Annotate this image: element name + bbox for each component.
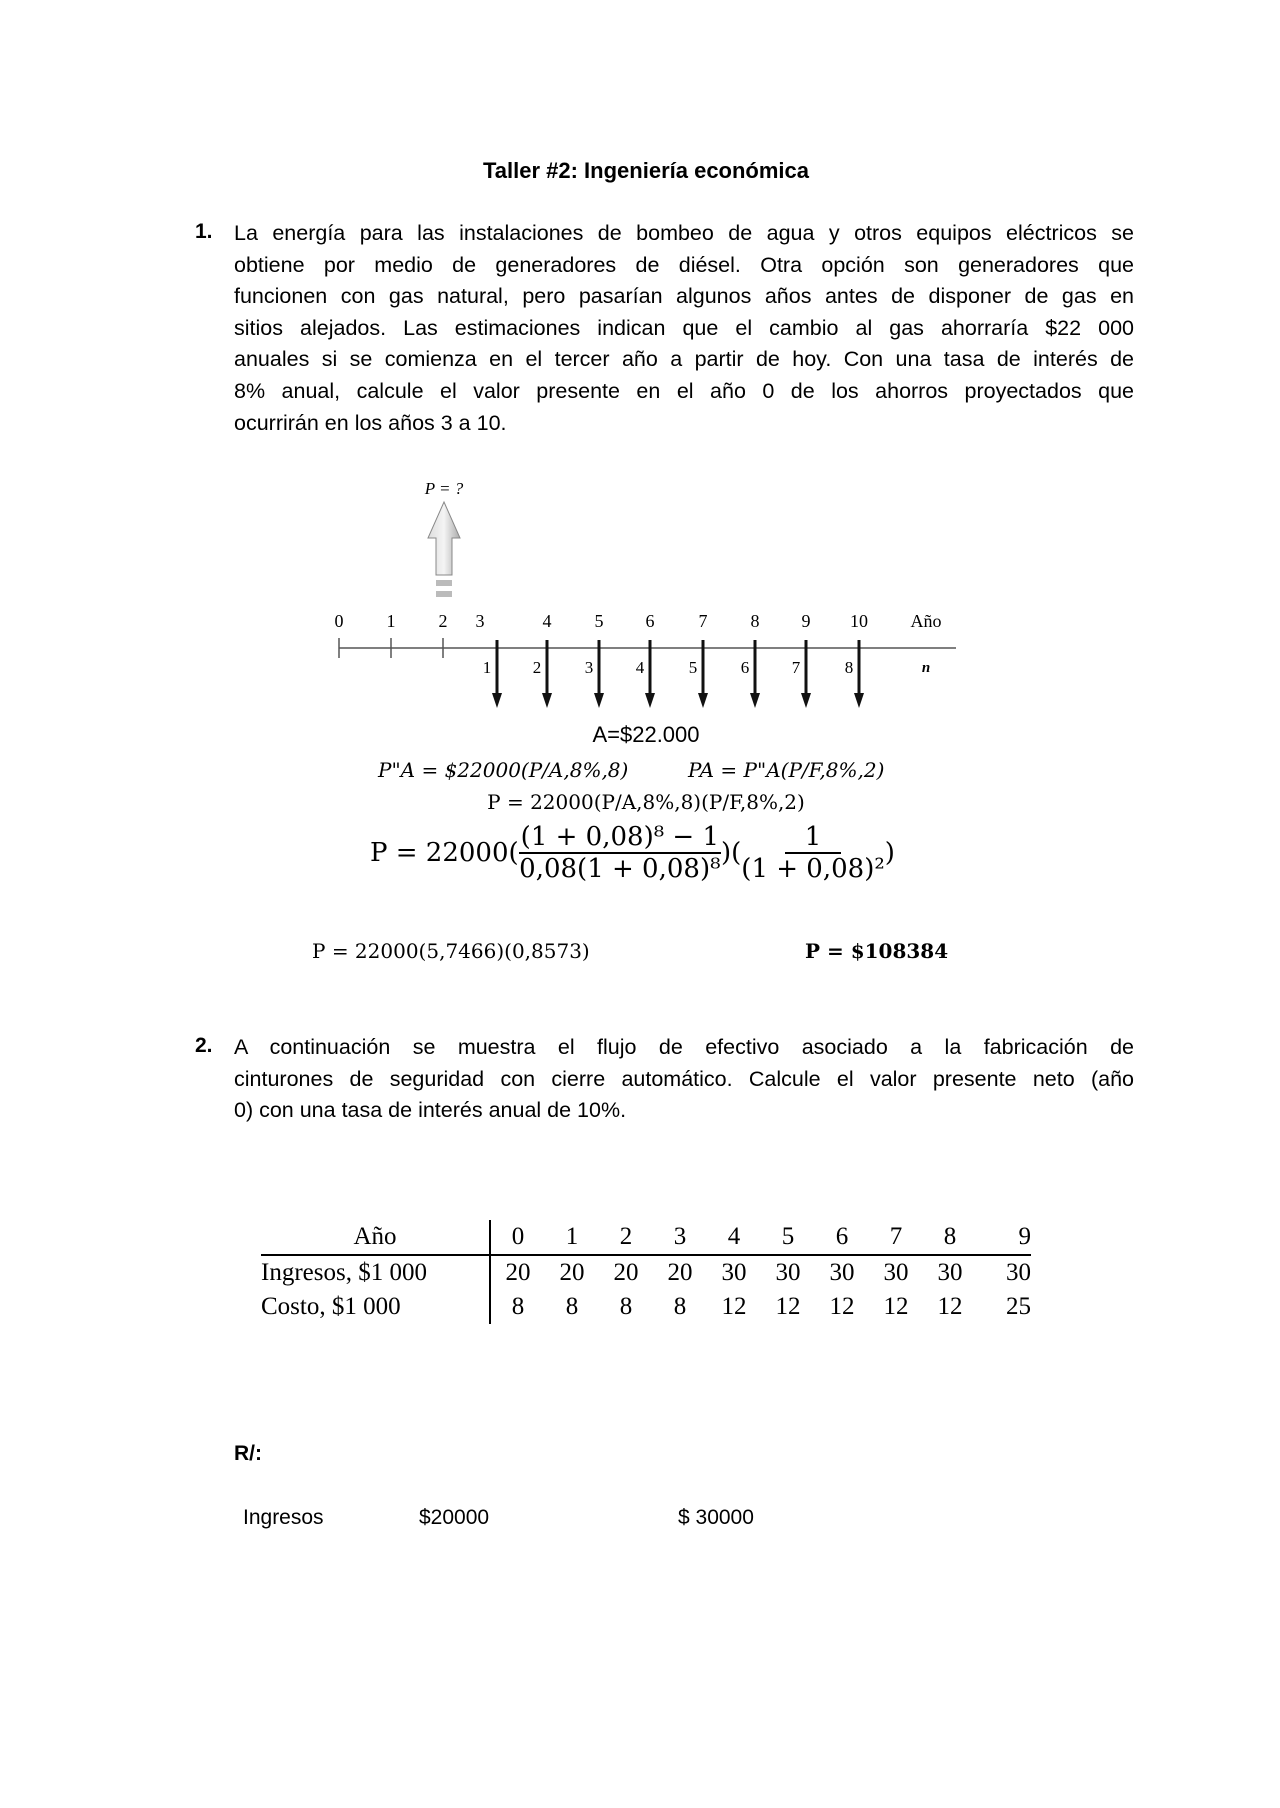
year-header: 6 <box>835 1223 849 1250</box>
fraction-pa <box>519 822 721 884</box>
answer-ingresos-value-2: $ 30000 <box>678 1506 754 1529</box>
year-label: 2 <box>438 611 448 631</box>
formula-text: P = 22000(P/A,8%,8)(P/F,8%,2) <box>487 790 805 814</box>
answer-label: R/: <box>234 1442 262 1465</box>
formula-p-expanded <box>370 822 895 884</box>
text-line: funcionen con gas natural, pero pasarían algunos años antes de disponer de gas en <box>234 284 1134 309</box>
annuity-arrow <box>492 640 502 708</box>
year-header: 1 <box>565 1223 579 1250</box>
period-label: 3 <box>584 658 594 677</box>
question-1-number: 1. <box>195 220 213 243</box>
table-cell: 12 <box>721 1293 747 1320</box>
year-header: 7 <box>889 1223 903 1250</box>
table-cell: 8 <box>619 1293 633 1320</box>
text-line: cinturones de seguridad con cierre automático. Calcule el valor presente neto (año <box>234 1066 1134 1091</box>
formula-text: P"A = $22000(P/A,8%,8) <box>378 758 629 782</box>
period-label: 4 <box>635 658 645 677</box>
year-axis-label: Año <box>910 611 942 631</box>
table-cell: 8 <box>490 1290 545 1324</box>
year-label: 10 <box>850 611 868 631</box>
formula-pa-double-prime <box>378 758 628 782</box>
year-header: 5 <box>781 1223 795 1250</box>
table-cell: 12 <box>883 1293 909 1320</box>
formula-text: PA = P"A(P/F,8%,2) <box>688 758 885 782</box>
annuity-arrow <box>801 640 811 708</box>
annuity-arrow <box>750 640 760 708</box>
period-label: 5 <box>688 658 698 677</box>
year-label: 5 <box>594 611 604 631</box>
year-label: 8 <box>750 611 760 631</box>
table-row <box>261 1290 1031 1324</box>
text-line: sitios alejados. Las estimaciones indican que el cambio al gas ahorraría $22 000 <box>234 315 1134 340</box>
answer-ingresos-value-1: $20000 <box>419 1506 490 1529</box>
year-header: 3 <box>673 1223 687 1250</box>
cash-flow-diagram <box>0 0 1280 760</box>
formula-p-factors <box>0 790 1280 814</box>
year-label: 3 <box>475 611 485 631</box>
formula-paren: )( <box>721 838 742 868</box>
question-2-text <box>234 1032 1134 1127</box>
table-cell: 25 <box>1006 1293 1031 1320</box>
year-label: 9 <box>801 611 811 631</box>
year-label: 0 <box>334 611 344 631</box>
annuity-arrow <box>542 640 552 708</box>
year-header: 2 <box>619 1223 633 1250</box>
document-title: Taller #2: Ingeniería económica <box>482 158 810 183</box>
table-cell: 20 <box>490 1255 545 1290</box>
text-line: 0) con una tasa de interés anual de 10%. <box>234 1098 627 1123</box>
annuity-label: A=$22.000 <box>592 722 700 747</box>
text-line: anuales si se comienza en el tercer año a partir de hoy. Con una tasa de interés de <box>234 347 1134 372</box>
text-line: obtiene por medio de generadores de diésel. Otra opción son generadores que <box>234 252 1134 277</box>
year-header: 9 <box>1018 1223 1031 1250</box>
formula-paren: ) <box>884 838 895 868</box>
question-2-number: 2. <box>195 1034 213 1057</box>
formula-pa <box>688 758 884 782</box>
year-header: 4 <box>727 1223 741 1250</box>
period-label: 7 <box>791 658 801 677</box>
table-cell: 30 <box>721 1259 747 1286</box>
annuity-arrow <box>854 640 864 708</box>
header-year: Año <box>353 1223 397 1250</box>
year-label: 6 <box>645 611 655 631</box>
table-cell: 30 <box>937 1259 963 1286</box>
text-line: La energía para las instalaciones de bombeo de agua y otros equipos eléctricos se <box>234 221 1134 245</box>
numerator: 1 <box>785 822 842 854</box>
annuity-arrow <box>645 640 655 708</box>
n-axis-label: n <box>921 660 931 676</box>
formula-lhs: P = 22000( <box>370 838 519 868</box>
table-cell: 20 <box>613 1259 639 1286</box>
annuity-arrow <box>698 640 708 708</box>
table-cell: 20 <box>559 1259 585 1286</box>
table-cell: 20 <box>667 1259 693 1286</box>
year-label: 4 <box>542 611 552 631</box>
present-value-arrow <box>428 502 460 597</box>
table-cell: 30 <box>829 1259 855 1286</box>
formula-p-result: P = $108384 <box>805 939 949 963</box>
cash-flow-table <box>261 1220 1031 1324</box>
table-cell: 12 <box>829 1293 855 1320</box>
table-cell: 30 <box>1006 1259 1031 1286</box>
table-cell: 12 <box>937 1293 963 1320</box>
text-line: 8% anual, calcule el valor presente en el año 0 de los ahorros proyectados que <box>234 378 1134 403</box>
table-row <box>261 1255 1031 1290</box>
period-label: 6 <box>740 658 750 677</box>
annuity-arrow <box>594 640 604 708</box>
table-cell: 30 <box>883 1259 909 1286</box>
numerator: (1 + 0,08)⁸ − 1 <box>520 822 719 852</box>
year-label: 7 <box>698 611 708 631</box>
table-header-row <box>261 1220 1031 1255</box>
text-line: ocurrirán en los años 3 a 10. <box>234 410 507 435</box>
period-label: 2 <box>532 658 542 677</box>
formula-p-numeric: P = 22000(5,7466)(0,8573) <box>312 939 590 963</box>
year-label: 1 <box>386 611 396 631</box>
period-label: 8 <box>844 658 854 677</box>
row-label: Ingresos, $1 000 <box>261 1259 427 1286</box>
table-cell: 8 <box>673 1293 687 1320</box>
table-cell: 8 <box>565 1293 579 1320</box>
text-line: A continuación se muestra el flujo de efectivo asociado a la fabricación de <box>234 1035 1134 1059</box>
p-unknown-label: P = ? <box>424 479 464 498</box>
answer-ingresos-label: Ingresos <box>243 1506 324 1529</box>
table-cell: 30 <box>775 1259 801 1286</box>
period-label: 1 <box>482 658 492 677</box>
table-cell: 12 <box>775 1293 801 1320</box>
denominator: (1 + 0,08)² <box>741 854 885 884</box>
year-header: 8 <box>943 1223 957 1250</box>
fraction-pf <box>741 822 884 884</box>
row-label: Costo, $1 000 <box>261 1293 401 1320</box>
year-header: 0 <box>490 1220 545 1255</box>
denominator: 0,08(1 + 0,08)⁸ <box>519 854 721 884</box>
